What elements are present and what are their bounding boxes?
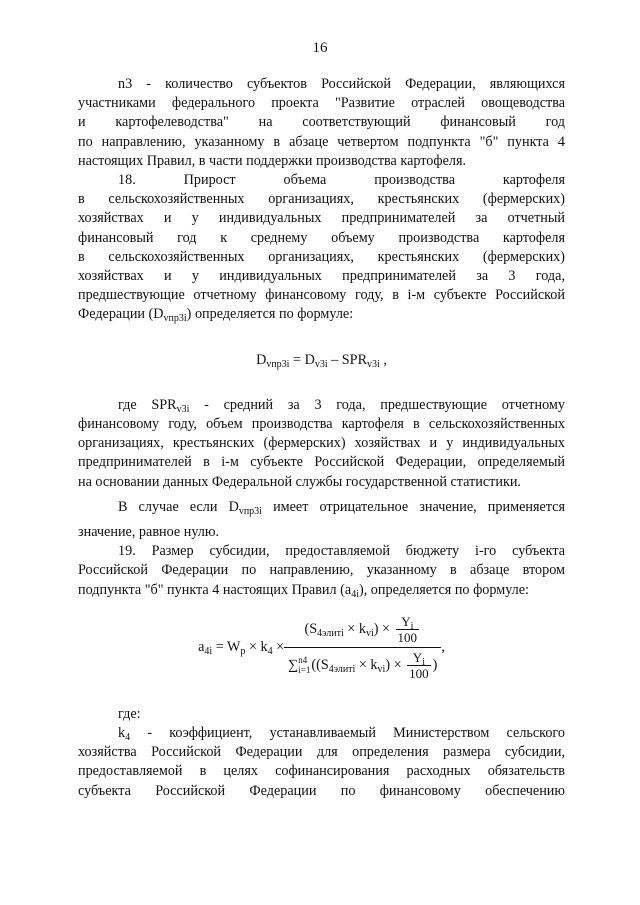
formula-lhs: $a_{4i} = W_p \times k_4$ × <box>198 638 285 657</box>
paragraph-line: подпункта "б" пункта 4 настоящих Правил $(a_{4i})$, определяется по формуле: <box>78 581 530 600</box>
sum-operator: ∑ n4 i=1 <box>288 655 311 676</box>
math-var: $a_{4i}$ <box>344 581 359 600</box>
paragraph-line: финансовый год к среднему объему производства картофеля <box>78 229 565 246</box>
page-number: 16 <box>312 40 328 56</box>
paragraph-line: предпринимателей в i-м субъекте Российской Федерации, определяемый <box>78 454 565 471</box>
paragraph-line: на основании данных Федеральной службы государственной статистики. <box>78 473 521 490</box>
paragraph-line: В случае если $D_{vпр3i}$ имеет отрицательное значение, применяется <box>118 498 565 517</box>
paragraph-line: 18. Прирост объема производства картофеля <box>118 172 565 189</box>
document-body <box>78 75 565 801</box>
paragraph-line: по направлению, указанному в абзаце четвертом подпункта "б" пункта 4 <box>78 133 565 150</box>
where-label: где: <box>118 705 141 722</box>
paragraph-line: организациях, крестьянских (фермерских) хозяйствах и у индивидуальных <box>78 435 565 452</box>
paragraph-line: хозяйствах и у индивидуальных предпринимателей за 3 года, <box>78 268 565 285</box>
paragraph-line: 19. Размер субсидии, предоставляемой бюджету i-го субъекта <box>118 543 565 560</box>
paragraph-line: в сельскохозяйственных организациях, крестьянских (фермерских) <box>78 248 565 265</box>
formula-end: , <box>441 638 445 655</box>
paragraph-line: настоящих Правил, в части поддержки производства картофеля. <box>78 152 467 169</box>
paragraph-line <box>78 305 565 324</box>
formula-growth: $D_{vпр3i} = D_{v3i} - SPR_{v3i}$ , <box>256 351 387 370</box>
paragraph-line: Российской Федерации по направлению, указанному в абзаце втором <box>78 562 565 579</box>
text-run: Федерации ( <box>78 306 154 323</box>
paragraph-line: n3 - количество субъектов Российской Федерации, являющихся <box>118 76 565 92</box>
paragraph-line: $k_4$ - коэффициент, устанавливаемый Министерством сельского <box>118 725 565 744</box>
fraction-denominator: ∑ n4 i=1 ($(S_{4элитi} \times k_{vi})$ × $\frac{Y_i}{100}$ ) <box>284 647 441 681</box>
paragraph-line: в сельскохозяйственных организациях, крестьянских (фермерских) <box>78 191 565 208</box>
math-var: $SPR_{v3i}$ <box>151 396 190 415</box>
paragraph-line: финансовому году, объем производства картофеля в сельскохозяйственных <box>78 416 565 433</box>
paragraph-line: хозяйства Российской Федерации для определения размера субсидии, <box>78 744 565 761</box>
text-run: ) определяется по формуле: <box>186 306 354 323</box>
formula-subsidy <box>78 614 565 681</box>
paragraph-line: предоставляемой в целях софинансирования расходных обязательств <box>78 763 565 780</box>
math-var: $D_{vпр3i}$ <box>228 498 262 517</box>
paragraph-line: хозяйствах и у индивидуальных предпринимателей за отчетный <box>78 210 565 227</box>
paragraph-line: предшествующие отчетному финансовому году, в i-м субъекте Российской <box>78 287 565 304</box>
paragraph-line: участниками федерального проекта "Развитие отраслей овощеводства <box>78 95 565 112</box>
formula-fraction <box>284 614 441 681</box>
small-fraction: $\frac{Y_i}{100}$ <box>409 649 429 681</box>
math-var: $D_{vпр3i}$ <box>153 306 187 325</box>
paragraph-line: и картофелеводства" на соответствующий финансовый год <box>78 114 565 131</box>
math-var: $k_4$ <box>118 725 131 744</box>
paragraph-line: субъекта Российской Федерации по финансовому обеспечению <box>78 782 565 799</box>
paragraph-line: где $SPR_{v3i}$ - средний за 3 года, предшествующие отчетному <box>118 396 565 415</box>
small-fraction: $\frac{Y_i}{100}$ <box>397 613 418 645</box>
fraction-numerator: $(S_{4элитi} \times k_{vi})$ × $\frac{Y_i}{100}$ <box>304 613 418 645</box>
paragraph-line: значение, равное нулю. <box>78 524 220 541</box>
